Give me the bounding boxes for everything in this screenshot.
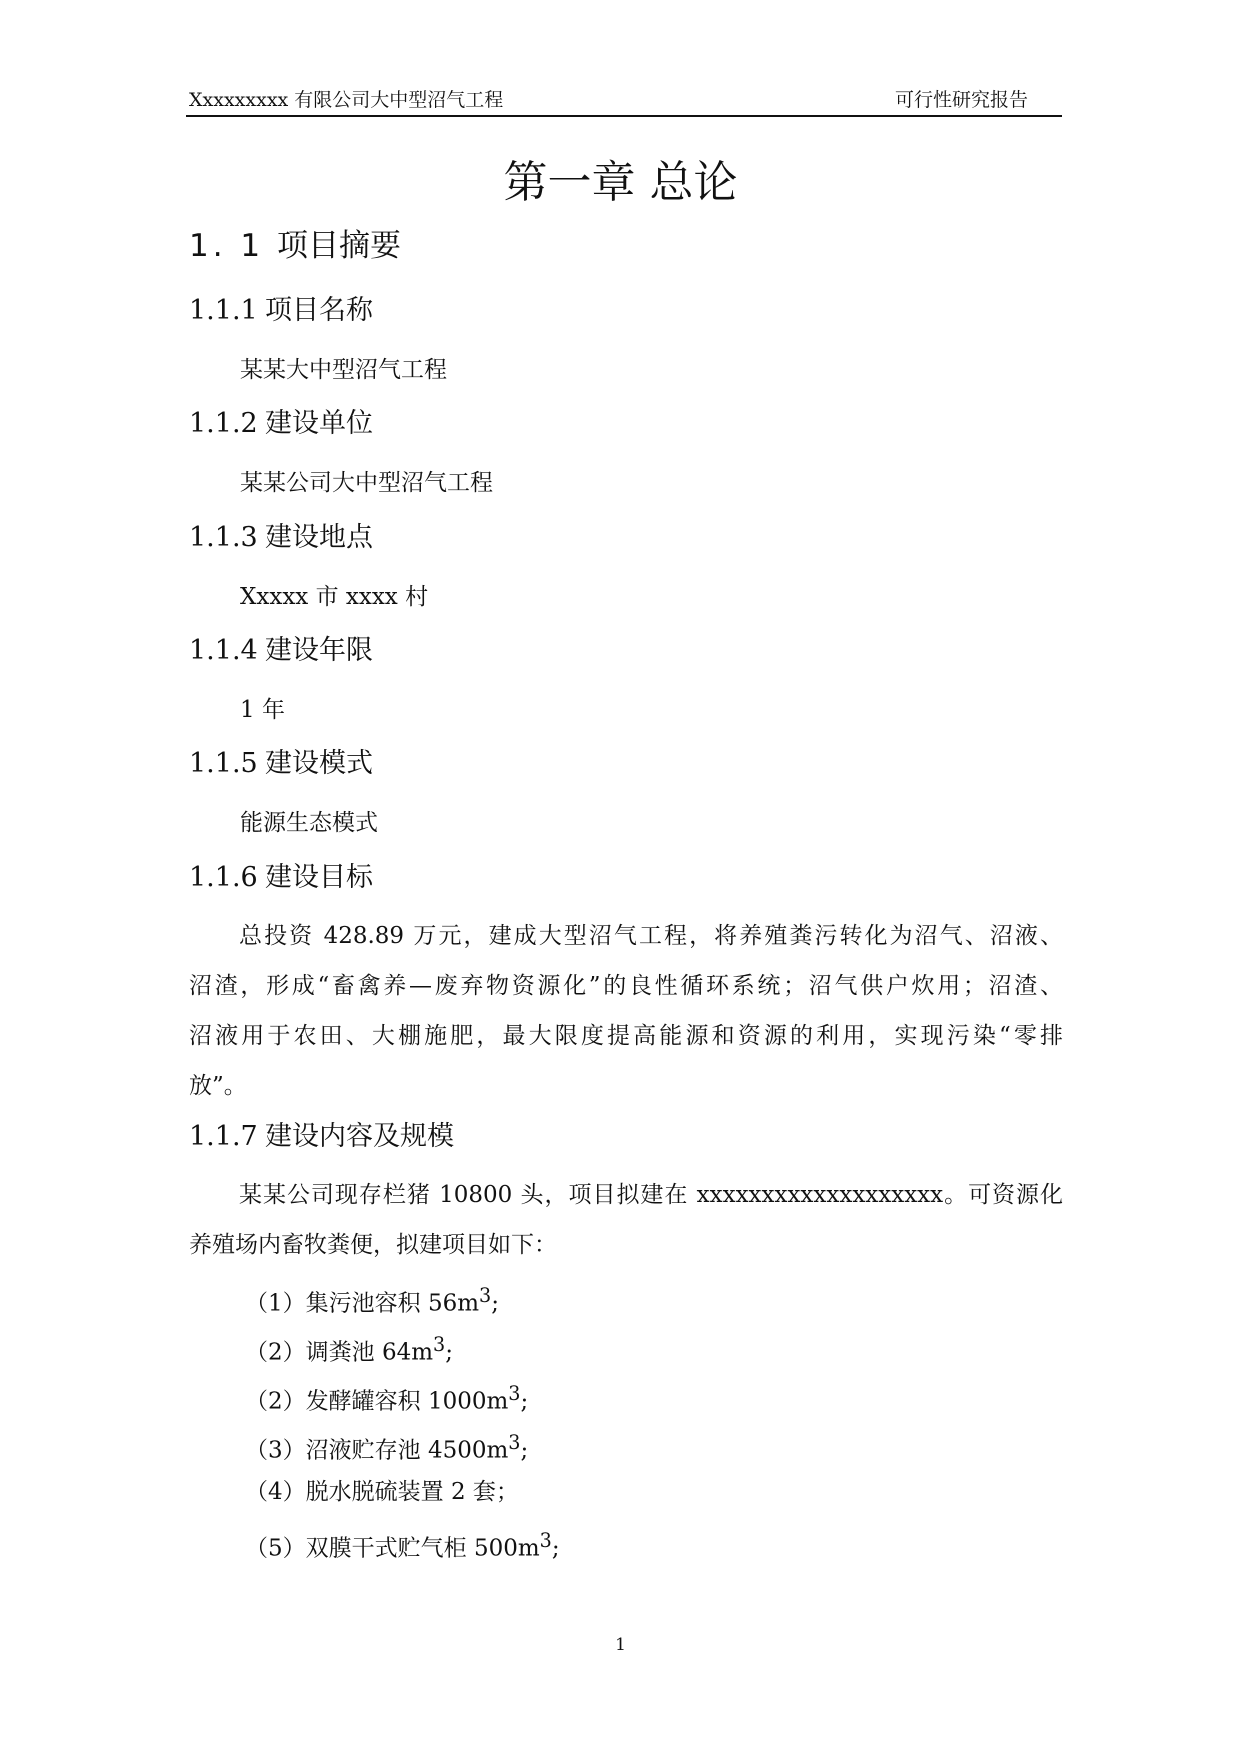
item-end: ； <box>495 1479 519 1505</box>
item-index: （4） <box>245 1479 306 1505</box>
subsection-number: 1.1.4 <box>189 635 258 666</box>
subsection-heading <box>189 293 373 329</box>
subsection-text: 1 年 <box>240 697 285 723</box>
subsection-text: 某某大中型沼气工程 <box>240 357 447 383</box>
item-index: （2） <box>245 1388 306 1415</box>
chapter-title: 第一章 总论 <box>503 157 738 208</box>
subsection-heading <box>189 1119 454 1155</box>
section-title: 项目摘要 <box>277 228 401 264</box>
subsection-number: 1.1.2 <box>189 408 258 439</box>
item-text: 发酵罐容积 1000m <box>305 1388 509 1415</box>
section-number: 1. 1 <box>189 228 265 264</box>
subsection-heading <box>189 520 373 556</box>
item-end: ; <box>445 1339 453 1366</box>
subsection-text: 某某公司大中型沼气工程 <box>240 470 493 496</box>
item-superscript: 3 <box>508 1431 521 1454</box>
subsection-text: 能源生态模式 <box>240 810 378 836</box>
paragraph-line: 沼渣，形成“畜禽养—废弃物资源化”的良性循环系统；沼气供户炊用；沼渣、 <box>189 973 1063 999</box>
subsection-title: 建设地点 <box>265 522 373 553</box>
subsection-heading <box>189 860 373 896</box>
item-index: （3） <box>245 1437 306 1464</box>
subsection-title: 建设目标 <box>265 862 373 893</box>
subsection-text: Xxxxx 市 xxxx 村 <box>240 584 429 610</box>
item-superscript: 3 <box>539 1529 552 1552</box>
item-index: （5） <box>245 1535 306 1562</box>
scope-paragraph <box>189 1170 1063 1270</box>
list-item <box>245 1476 519 1508</box>
page-number: 1 <box>615 1635 626 1655</box>
list-item <box>245 1525 560 1565</box>
item-text: 集污池容积 56m <box>305 1290 480 1317</box>
item-superscript: 3 <box>508 1382 521 1405</box>
item-superscript: 3 <box>479 1284 492 1307</box>
item-text: 调粪池 64m <box>305 1339 434 1366</box>
section-heading <box>189 226 401 266</box>
subsection-number: 1.1.6 <box>189 862 258 893</box>
list-item <box>245 1378 528 1418</box>
item-end: ; <box>520 1388 529 1415</box>
header-rule <box>186 115 1062 117</box>
item-text: 双膜干式贮气柜 500m <box>305 1535 540 1562</box>
list-item <box>245 1280 499 1320</box>
item-index: （1） <box>245 1290 306 1317</box>
subsection-title: 建设年限 <box>265 635 373 666</box>
goal-paragraph <box>189 911 1063 1111</box>
subsection-number: 1.1.7 <box>189 1121 258 1152</box>
running-header-left: Xxxxxxxxx 有限公司大中型沼气工程 <box>189 89 504 111</box>
subsection-heading <box>189 746 373 782</box>
list-item <box>245 1427 528 1467</box>
item-end: ; <box>551 1535 560 1562</box>
paragraph-line: 总投资 428.89 万元，建成大型沼气工程，将养殖粪污转化为沼气、沼液、 <box>239 923 1063 949</box>
item-end: ; <box>491 1290 499 1317</box>
item-end: ; <box>520 1437 529 1464</box>
item-superscript: 3 <box>433 1333 446 1356</box>
item-index: （2） <box>245 1339 306 1366</box>
paragraph-line: 沼液用于农田、大棚施肥，最大限度提高能源和资源的利用，实现污染“零排 <box>189 1023 1063 1049</box>
subsection-number: 1.1.3 <box>189 522 258 553</box>
running-header-right: 可行性研究报告 <box>894 89 1028 111</box>
subsection-heading <box>189 633 373 669</box>
subsection-title: 建设模式 <box>265 748 373 779</box>
subsection-heading <box>189 406 373 442</box>
item-text: 脱水脱硫装置 2 套 <box>305 1479 496 1505</box>
paragraph-line: 放”。 <box>189 1073 247 1099</box>
subsection-title: 建设单位 <box>265 408 373 439</box>
subsection-title: 建设内容及规模 <box>265 1121 454 1152</box>
list-item <box>245 1329 453 1369</box>
subsection-number: 1.1.1 <box>189 295 258 326</box>
subsection-title: 项目名称 <box>265 295 373 326</box>
subsection-number: 1.1.5 <box>189 748 258 779</box>
paragraph-line: 某某公司现存栏猪 10800 头，项目拟建在 xxxxxxxxxxxxxxxxxxx。可资源化 <box>239 1182 1063 1208</box>
paragraph-line: 养殖场内畜牧粪便，拟建项目如下： <box>189 1232 557 1258</box>
item-text: 沼液贮存池 4500m <box>305 1437 509 1464</box>
